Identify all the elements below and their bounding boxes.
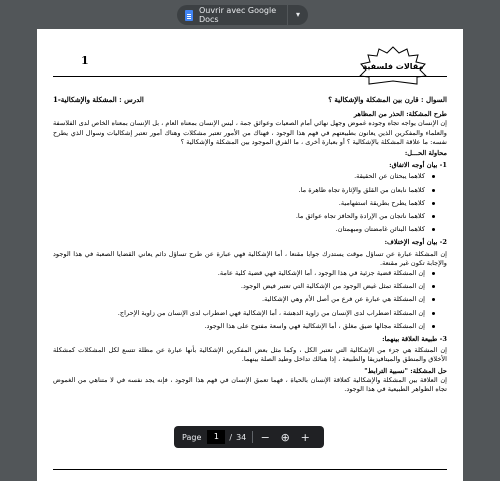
page-separator: / [229, 432, 233, 442]
list-item: إن المشكلة قضية جزئية في هذا الوجود ، أما الإشكالية فهي قضية كلية عامة. [53, 269, 425, 278]
list-item: كلاهما نابعان من القلق والإثارة تجاه ظاهرة ما. [53, 186, 425, 195]
conclusion-heading: حل المشكلة: "نسبية الترابط" [364, 366, 447, 375]
agreement-heading: 1- بيان أوجه الاتفاق: [389, 161, 447, 170]
zoom-out-button[interactable]: − [260, 430, 270, 444]
question-text: السوال : قارن بين المشكلة والإشكالية ؟ [328, 95, 447, 104]
header-divider [53, 76, 447, 77]
agreement-list [53, 172, 425, 234]
open-with-label: Ouvrir avec Google Docs [198, 6, 277, 24]
page-number-input[interactable]: 1 [207, 430, 225, 444]
zoom-icon[interactable]: ⊕ [280, 430, 290, 444]
list-item: إن المشكلة اضطراب لدى الإنسان من زاوية الدهشة ، أما الإشكالية فهي اضطراب لدى الإنسان من زاوية الإحراج. [53, 309, 425, 318]
list-item: إن المشكلة هي عبارة عن فرع من أصل الأم وهي الإشكالية. [53, 295, 425, 304]
list-item: كلاهما البنائن غامضتان ومبهمتان. [53, 225, 425, 234]
logo-text: مقالات فلسفية [362, 62, 424, 71]
list-item: إن المشكلة تمثل غيض الوجود من الإشكالية التي تعتبر فيض الوجود. [53, 282, 425, 291]
intro-paragraph: إن الإنسان يواجه تجاه وجوده غموض وجهل نهائي أمام الصعيات وعوائق جمة ، ليس الإنسان بمعناه العام ، بل الإنسان بمعناه الخاص لدى الفلاسفة والعلماء والمفكرين الذين يعانون بطبيعتهم في فهم هذا الوجود ، فهناك من الأمور تعتبر مشكلات وهناك أمور تعتبر إشكاليات وسوال الذي يطرح نفسه: ما علاقة المشكلة بالإشكالية ؟ أو بعبارة أخرى ، ما الفرق الموجود بين المشكلة والإشكالية ؟ [53, 119, 447, 146]
document-body [53, 95, 447, 394]
page-label: Page [182, 432, 202, 442]
difference-heading: 2- بيان أوجه الإختلاف: [384, 238, 447, 247]
conclusion-paragraph: إن العلاقة بين المشكلة والإشكالية كعلاقة الإنسان بالحياة ، فهما تعمق الإنسان في فهم هذا الوجود ، فإنه يجد نفسه في لا متناهي من الغموض تجاه الظواهر الطبيعية في هذا الوجود. [53, 375, 447, 394]
google-docs-icon [185, 10, 193, 21]
footer-divider [53, 469, 447, 470]
question-row [53, 95, 447, 104]
total-pages: 34 [236, 432, 247, 442]
logo-badge [355, 45, 431, 85]
attempt-heading: محاولة الحـــل: [404, 149, 447, 158]
problem-heading: طرح المشكلة: الحذر من المظاهر [353, 110, 447, 119]
chevron-down-icon: ▾ [295, 10, 300, 19]
difference-intro: إن المشكلة عبارة عن تساؤل موقت يستدرك جوابا مقنعا ، أما الإشكالية فهي عبارة عن طرح تساؤل دائم يعاني القضايا الصعبة في هذا الوجود والإجابة تكون غير مقنعة. [53, 249, 447, 267]
open-options-dropdown-button[interactable] [288, 5, 308, 25]
document-page [37, 29, 463, 481]
lesson-text: الدرس : المشكلة والإشكالية-1 [53, 95, 144, 104]
difference-list [53, 269, 425, 331]
viewer-toolbar [0, 0, 500, 28]
list-item: كلاهما يطرح بطريقة استفهامية. [53, 199, 425, 208]
page-number: 1 [81, 54, 89, 67]
list-item: كلاهما يبحثان عن الحقيقة. [53, 172, 425, 181]
zoom-in-button[interactable]: + [300, 430, 310, 444]
open-with-google-docs-button[interactable] [177, 5, 287, 25]
page-navigation-bar [174, 426, 324, 448]
divider [252, 431, 253, 443]
list-item: كلاهما ناتجان من الإرادة والحافز تجاه عوائق ما. [53, 212, 425, 221]
relation-heading: 3- طبيعة العلاقة بينهما: [382, 335, 447, 344]
list-item: إن المشكلة مجالها ضيق مغلق ، أما الإشكالية فهي واسعة مفتوح على هذا الوجود. [53, 322, 425, 331]
relation-paragraph: إن المشكلة هي جزء من الإشكالية التي تعتبر الكل ، وكما مثل بعض المفكرين الإشكالية بأنها عبارة عن مظلة تتسع لكل المشكلات كمشكلة الأخلاق والمنطق والميتافيزيقا والطبيعة ، إذا هنالك تداخل وطيد الصلة بينهما. [53, 346, 447, 364]
